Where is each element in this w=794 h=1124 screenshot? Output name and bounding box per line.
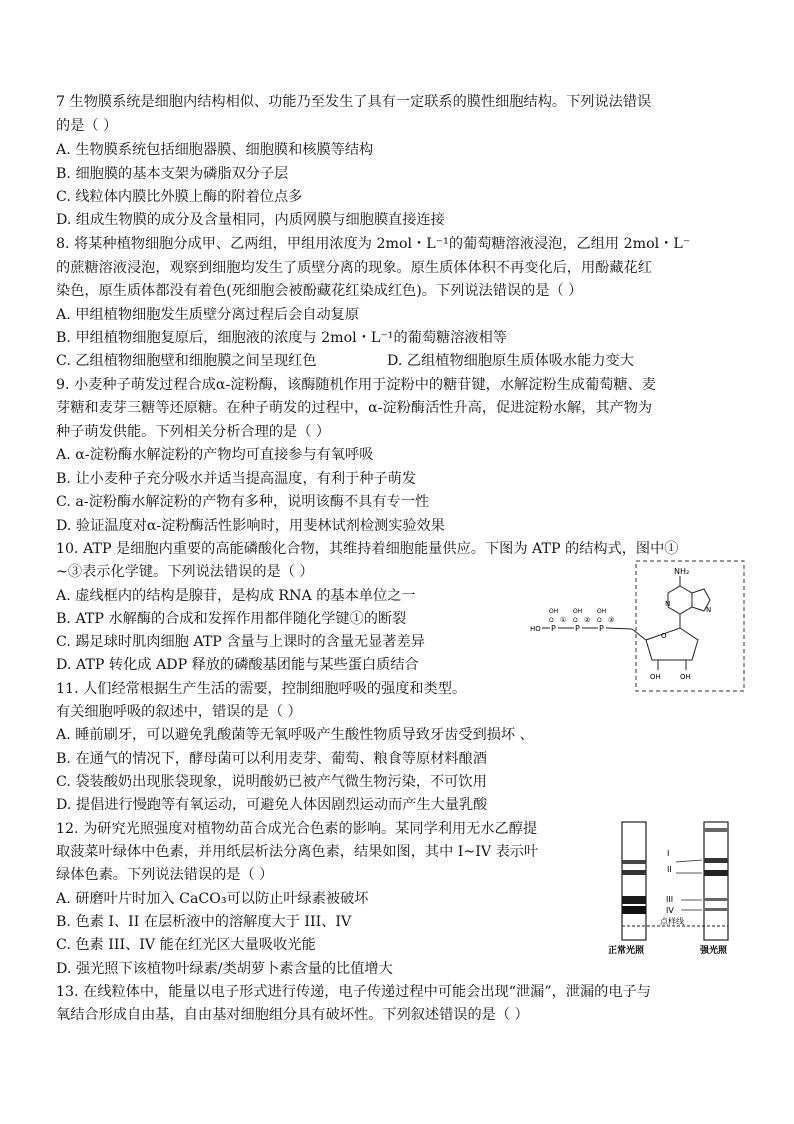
q9-option-a: A. α-淀粉酶水解淀粉的产物均可直接参与有氧呼吸 — [56, 447, 374, 463]
q7-option-d: D. 组成生物膜的成分及含量相同，内质网膜与细胞膜直接连接 — [56, 212, 445, 228]
q8-option-b: B. 甲组植物细胞复原后，细胞液的浓度与 2mol・L⁻¹的葡萄糖溶液相等 — [56, 330, 507, 346]
ribose-o: O — [661, 632, 667, 640]
chromatography-diagram — [604, 820, 754, 958]
band-IV-normal — [622, 906, 646, 914]
adenine-six-ring — [668, 586, 692, 614]
label-II: II — [667, 865, 672, 874]
ribose-oh-right: OH — [680, 673, 691, 681]
bond-label-2: ② — [584, 616, 591, 624]
ring-n1: N — [665, 600, 671, 608]
q8-option-c: C. 乙组植物细胞壁和细胞膜之间呈现红色 — [56, 353, 317, 369]
q10-option-a: A. 虚线框内的结构是腺苷，是构成 RNA 的基本单位之一 — [56, 588, 416, 604]
q8-stem-line2: 的蔗糖溶液浸泡，观察到细胞均发生了质壁分离的现象。原生质体体积不再变化后，用酚藏花红 — [56, 260, 652, 276]
q8-stem-line1: 8. 将某种植物细胞分成甲、乙两组，甲组用浓度为 2mol・L⁻¹的葡萄糖溶液浸泡，乙组用 2mol・L⁻ — [56, 236, 691, 252]
phosphate-o1: O — [549, 617, 554, 624]
q8-stem-line3: 染色，原生质体都没有着色(死细胞会被酚藏花红染成红色)。下列说法错误的是（ ） — [56, 283, 583, 299]
q7-option-c: C. 线粒体内膜比外膜上酶的附着位点多 — [56, 189, 303, 205]
q10-option-d: D. ATP 转化成 ADP 释放的磷酸基团能与某些蛋白质结合 — [56, 657, 419, 673]
q11-stem-line1: 11. 人们经常根据生产生活的需要，控制细胞呼吸的强度和类型。 — [56, 681, 467, 697]
bond-label-3: ③ — [608, 616, 615, 624]
phosphate-o2: O — [573, 617, 578, 624]
band-II-strong — [704, 870, 728, 876]
label-IV: IV — [666, 906, 674, 915]
band-I-strong — [704, 858, 728, 863]
phosphate-p3: P — [599, 624, 604, 633]
phosphate-p1: P — [551, 624, 556, 633]
phosphate-oh2: OH — [573, 608, 583, 615]
ring-n2: N — [706, 606, 712, 614]
band-III-normal — [622, 896, 646, 904]
q12-option-c: C. 色素 III、IV 能在红光区大量吸收光能 — [56, 937, 316, 953]
q10-option-c: C. 踢足球时肌肉细胞 ATP 含量与上课时的含量无显著差异 — [56, 634, 425, 650]
bond-label-1: ① — [560, 616, 567, 624]
ribose-oh-left: OH — [650, 673, 661, 681]
q7-stem-line2: 的是（ ） — [56, 118, 118, 134]
label-I: I — [667, 849, 670, 858]
q9-stem-line2: 芽糖和麦芽三糖等还原糖。在种子萌发的过程中，α-淀粉酶活性升高，促进淀粉水解，其产物为 — [56, 400, 653, 416]
atp-structure-figure — [528, 556, 748, 696]
caption-strong-light: 强光照 — [700, 946, 728, 956]
q13-stem-line2: 氧结合形成自由基，自由基对细胞组分具有破坏性。下列叙述错误的是（ ） — [56, 1007, 529, 1023]
phosphate-ho: HO — [530, 625, 541, 633]
q11-option-b: B. 在通气的情况下，酵母菌可以利用麦芽、葡萄、粮食等原材料酿酒 — [56, 751, 487, 767]
q9-stem-line1: 9. 小麦种子萌发过程合成α-淀粉酶，该酶随机作用于淀粉中的糖苷键，水解淀粉生成葡萄糖、麦 — [56, 377, 656, 393]
q12-stem-line2: 取菠菜叶绿体中色素，并用纸层析法分离色素，结果如图，其中 I~IV 表示叶 — [56, 844, 539, 860]
band-top-strong — [704, 828, 728, 832]
phosphate-oh3: OH — [597, 608, 607, 615]
q9-option-b: B. 让小麦种子充分吸水并适当提高温度，有利于种子萌发 — [56, 471, 416, 487]
band-II-normal — [622, 870, 646, 875]
ribose-ring — [646, 628, 698, 660]
q9-option-d: D. 验证温度对α-淀粉酶活性影响时，用斐林试剂检测实验效果 — [56, 518, 445, 534]
q12-option-b: B. 色素 I、II 在层析液中的溶解度大于 III、IV — [56, 914, 352, 930]
q10-option-b: B. ATP 水解酶的合成和发挥作用都伴随化学键①的断裂 — [56, 611, 407, 627]
q11-option-d: D. 提倡进行慢跑等有氧运动，可避免人体因剧烈运动而产生大量乳酸 — [56, 797, 488, 813]
tube-normal-light — [622, 822, 646, 940]
q7-option-a: A. 生物膜系统包括细胞器膜、细胞膜和核膜等结构 — [56, 142, 374, 158]
nh2-label: NH₂ — [674, 567, 690, 576]
adenosine-dashed-box — [636, 561, 744, 691]
q8-option-a: A. 甲组植物细胞发生质壁分离过程后会自动复原 — [56, 307, 360, 323]
q7-stem-line1: 7 生物膜系统是细胞内结构相似、功能乃至发生了具有一定联系的膜性细胞结构。下列说法错误 — [56, 94, 652, 110]
phosphate-o3: O — [597, 617, 602, 624]
band-III-strong — [704, 898, 728, 901]
band-I-normal — [622, 860, 646, 864]
phosphate-p2: P — [575, 624, 580, 633]
q10-stem-line1: 10. ATP 是细胞内重要的高能磷酸化合物，其维持着细胞能量供应。下图为 ATP 的结构式，图中① — [56, 541, 679, 557]
q12-stem-line3: 绿体色素。下列说法错误的是（ ） — [56, 867, 274, 883]
q12-option-a: A. 研磨叶片时加入 CaCO₃可以防止叶绿素被破坏 — [56, 891, 369, 907]
q11-option-c: C. 袋装酸奶出现胀袋现象，说明酸奶已被产气微生物污染，不可饮用 — [56, 774, 487, 790]
q11-stem-line2: 有关细胞呼吸的叙述中，错误的是（ ） — [56, 704, 302, 720]
q12-option-d: D. 强光照下该植物叶绿素/类胡萝卜素含量的比值增大 — [56, 961, 393, 977]
chromatography-figure — [604, 820, 754, 958]
origin-label: 点样线 — [660, 917, 684, 926]
caption-normal-light: 正常光照 — [608, 946, 645, 956]
q13-stem-line1: 13. 在线粒体中，能量以电子形式进行传递，电子传递过程中可能会出现“泄漏”，泄漏的电子与 — [56, 984, 651, 1000]
label-III: III — [666, 895, 674, 904]
phosphate-oh1: OH — [549, 608, 559, 615]
q9-stem-line3: 种子萌发供能。下列相关分析合理的是（ ） — [56, 424, 331, 440]
q8-option-d: D. 乙组植物细胞原生质体吸水能力变大 — [387, 353, 634, 369]
q11-option-a: A. 睡前刷牙，可以避免乳酸菌等无氧呼吸产生酸性物质导致牙齿受到损坏 、 — [56, 727, 534, 743]
atp-structure-diagram — [528, 556, 748, 696]
q10-stem-line2: ~③表示化学键。下列说法错误的是（ ） — [56, 564, 314, 580]
band-IV-strong — [704, 908, 728, 911]
q7-option-b: B. 细胞膜的基本支架为磷脂双分子层 — [56, 166, 289, 182]
q12-stem-line1: 12. 为研究光照强度对植物幼苗合成光合色素的影响。某同学利用无水乙醇提 — [56, 821, 538, 837]
tube-strong-light — [704, 822, 728, 940]
q9-option-c: C. a-淀粉酶水解淀粉的产物有多种，说明该酶不具有专一性 — [56, 494, 430, 510]
